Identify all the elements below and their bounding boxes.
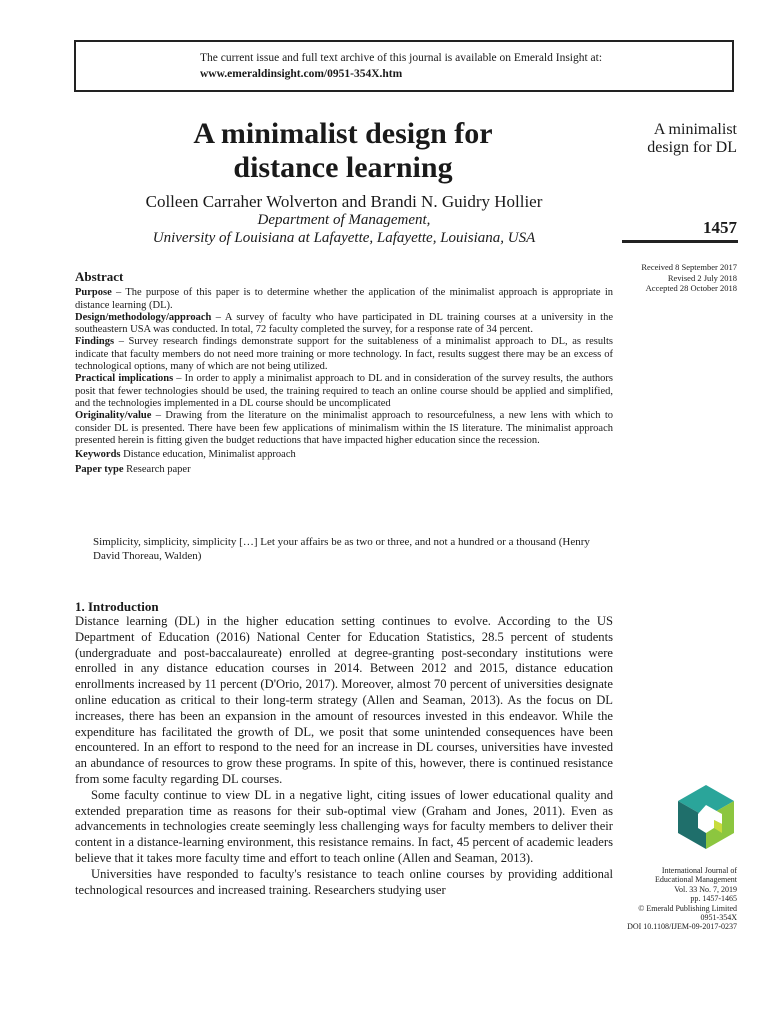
practical-label: Practical implications [75,373,174,385]
journal-info [610,866,737,932]
abstract-practical [75,373,613,410]
accepted-date: Accepted 28 October 2018 [645,283,737,293]
design-text: – A survey of faculty who have participated in DL training courses at a university in the southeastern USA was conducted. In total, 72 faculty completed the survey, for a response rate of 34 percent. [75,311,613,336]
running-head-line2: design for DL [647,139,737,156]
abstract-findings [75,336,613,373]
findings-label: Findings [75,336,115,348]
article-title-line2: distance learning [233,151,453,184]
originality-label: Originality/value [75,410,152,422]
keywords-text: Distance education, Minimalist approach [120,449,296,461]
abstract [75,271,613,477]
affiliation [74,211,614,247]
originality-text: – Drawing from the literature on the minimalist approach to resourcefulness, a new lens with which to consider DL is presented. There have been few applications of minimalism within the IS literature. The minimalist approach presented herein is fitting given the budget reductions that have impacted higher education since the recession. [75,410,613,446]
received-date: Received 8 September 2017 [641,262,737,272]
purpose-label: Purpose [75,287,112,299]
keywords [75,449,613,461]
article-title [110,117,576,185]
paper-type-label: Paper type [75,464,124,476]
abstract-design [75,312,613,337]
emerald-logo-icon [672,783,740,851]
paper-type [75,464,613,476]
paragraph-3: Universities have responded to faculty's resistance to teach online courses by providing additional technological resources and increased training. Researchers studying user [75,866,613,897]
article-dates [600,262,737,294]
journal-pages: pp. 1457-1465 [690,894,737,904]
journal-doi[interactable]: DOI 10.1108/IJEM-09-2017-0237 [627,922,737,932]
abstract-purpose [75,287,613,312]
journal-volume: Vol. 33 No. 7, 2019 [674,884,737,894]
paragraph-1: Distance learning (DL) in the higher education setting continues to evolve. According to the US Department of Education (2016) National Center for Education Statistics, 28.5 percent of students (undergraduate and post-baccalaureate) enrolled at degree-granting post-secondary institutions were enrolled in any distance education courses in 2014. Between 2012 and 2015, distance education enrollments increased by 11 percent (D'Orio, 2017). Moreover, almost 70 percent of universities designate online education as critical to their long-term strategy (Allen and Seaman, 2013). As the focus on DL increases, there has been an expansion in the amount of resources invested in this endeavor. While the expenditure has facilitated the growth of DL, we posit that some unintended consequences have been encountered. In an effort to respond to the need for an increase in DL courses, universities have invested an abundance of resources to grow these programs. In spite of this, however, there is continued resistance from some faculty regarding DL courses. [75,614,613,786]
page-number: 1457 [703,218,737,237]
paragraph-2: Some faculty continue to view DL in a negative light, citing issues of lower educational quality and extended preparation time as reasons for their sub-optimal view (Graham and Jones, 2011). Even as advancements in technologies create seemingly less challenging ways for faculty members to deliver their content in a distance-learning environment, this resistance remains. In fact, 45 percent of academic leaders believe that it takes more faculty time and effort to teach online (Allen and Seaman, 2013). [75,787,613,865]
epigraph: Simplicity, simplicity, simplicity […] Let your affairs be as two or three, and not a hundred or a thousand (Henry David Thoreau, Walden) [93,536,590,562]
archive-notice-link[interactable]: www.emeraldinsight.com/0951-354X.htm [200,68,403,80]
archive-notice-box [74,40,734,92]
page-number-rule [622,240,738,243]
journal-name-line2: Educational Management [655,875,737,885]
archive-notice-text: The current issue and full text archive of this journal is available on Emerald Insight at: [200,52,603,64]
emerald-logo-graphic [672,783,740,851]
abstract-heading: Abstract [75,269,124,284]
affiliation-university: University of Louisiana at Lafayette, Lafayette, Louisiana, USA [152,230,536,246]
abstract-originality [75,410,613,447]
running-head-line1: A minimalist [653,121,737,138]
article-title-line1: A minimalist design for [193,117,493,150]
section-heading: 1. Introduction [75,599,159,614]
revised-date: Revised 2 July 2018 [667,272,737,283]
practical-text: – In order to apply a minimalist approach to DL and in consideration of the survey results, the authors posit that fewer technologies should be used, the training required to teach an online course should be applied and simplified, and the technologies implemented in a DL course should be uncomplicated [75,373,613,409]
design-label: Design/methodology/approach [75,311,212,323]
journal-name-line1: International Journal of [661,866,737,875]
purpose-text: – The purpose of this paper is to determine whether the application of the minimalist approach is appropriate in distance learning (DL). [75,287,613,311]
paper-type-text: Research paper [123,464,191,476]
affiliation-dept: Department of Management, [257,212,431,228]
keywords-label: Keywords [75,449,121,461]
journal-publisher: © Emerald Publishing Limited [638,903,737,913]
journal-issn: 0951-354X [700,913,737,923]
body-text [75,614,613,898]
running-head [610,121,737,157]
findings-text: – Survey research findings demonstrate support for the suitableness of a minimalist approach to DL, as results indicate that faculty members do not need more training or more technology. In fact, results suggest there may be an excess of technological options, many of which are not being utilized. [75,336,613,373]
authors: Colleen Carraher Wolverton and Brandi N. Guidry Hollier [145,192,543,211]
